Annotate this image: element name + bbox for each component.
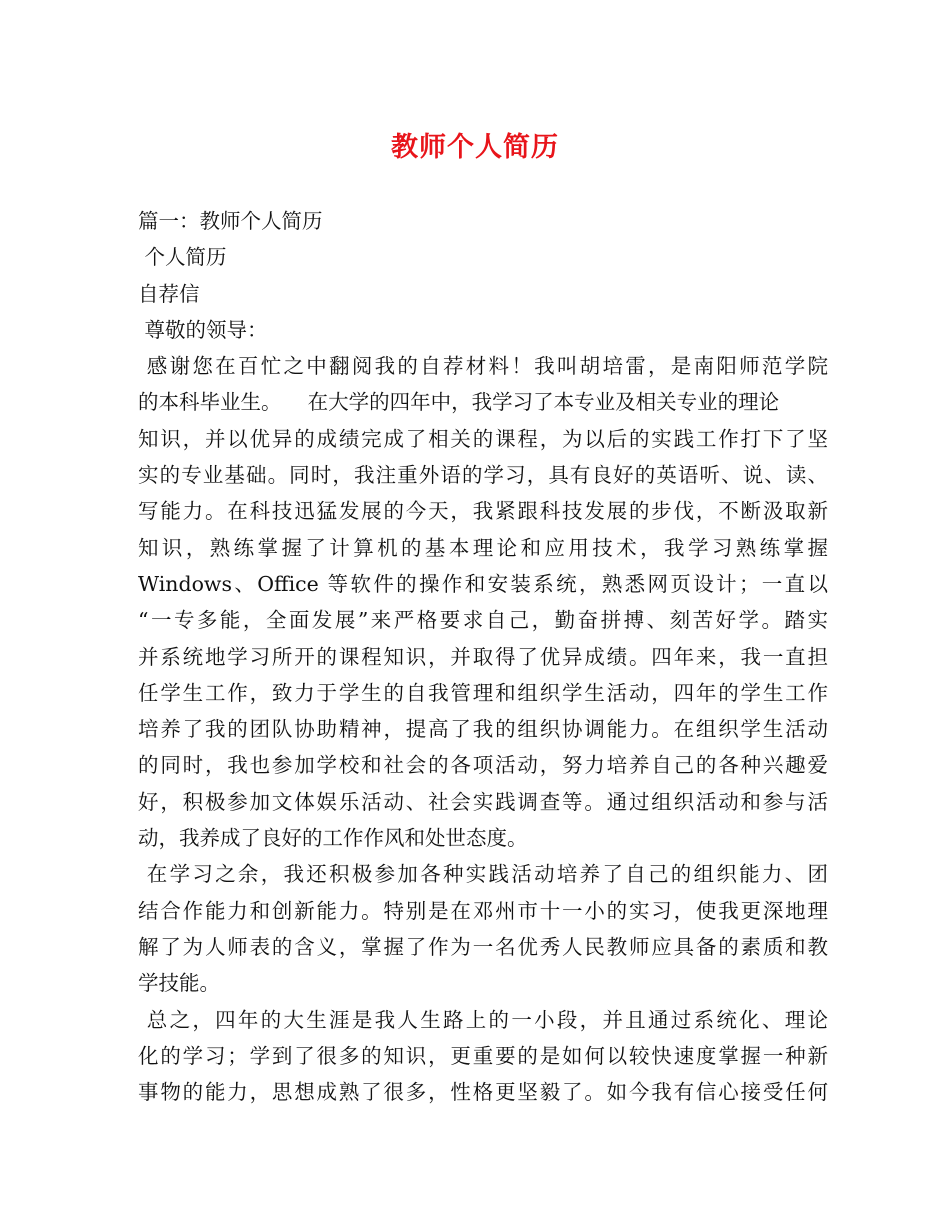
body-line: 培养了我的团队协助精神，提高了我的组织协调能力。在组织学生活动: [138, 717, 828, 742]
body-line: 解了为人师表的含义，掌握了作为一名优秀人民教师应具备的素质和教: [138, 934, 828, 959]
body-line: 尊敬的领导：: [138, 317, 268, 342]
body-line: Windows、Office 等软件的操作和安装系统，熟悉网页设计；一直以: [138, 571, 828, 596]
document-title: 教师个人简历: [391, 132, 559, 163]
body-line: 的本科毕业生。 在大学的四年中，我学习了本专业及相关专业的理论: [138, 390, 780, 415]
body-line: 知识，并以优异的成绩完成了相关的课程，为以后的实践工作打下了坚: [138, 426, 828, 451]
body-line: “一专多能，全面发展”来严格要求自己，勤奋拼搏、刻苦好学。踏实: [138, 608, 828, 633]
body-line: 并系统地学习所开的课程知识，并取得了优异成绩。四年来，我一直担: [138, 644, 828, 669]
body-line: 个人简历: [138, 245, 227, 270]
body-line: 篇一：教师个人简历: [138, 209, 323, 233]
body-line: 实的专业基础。同时，我注重外语的学习，具有良好的英语听、说、读、: [138, 463, 828, 488]
document-body: [138, 203, 828, 1110]
body-line: 结合作能力和创新能力。特别是在邓州市十一小的实习，使我更深地理: [138, 898, 828, 923]
body-line: 自荐信: [138, 281, 200, 306]
body-line: 的同时，我也参加学校和社会的各项活动，努力培养自己的各种兴趣爱: [138, 753, 828, 778]
body-line: 感谢您在百忙之中翻阅我的自荐材料！我叫胡培雷，是南阳师范学院: [138, 354, 828, 379]
body-line: 知识，熟练掌握了计算机的基本理论和应用技术，我学习熟练掌握: [138, 535, 828, 560]
body-line: 任学生工作，致力于学生的自我管理和组织学生活动，四年的学生工作: [138, 680, 828, 705]
body-line: 化的学习；学到了很多的知识，更重要的是如何以较快速度掌握一种新: [138, 1043, 828, 1068]
body-line: 学技能。: [138, 971, 220, 996]
body-line: 好，积极参加文体娱乐活动、社会实践调查等。通过组织活动和参与活: [138, 789, 828, 814]
body-line: 在学习之余，我还积极参加各种实践活动培养了自己的组织能力、团: [138, 862, 828, 887]
body-line: 动，我养成了良好的工作作风和处世态度。: [138, 826, 528, 851]
body-line: 事物的能力，思想成熟了很多，性格更坚毅了。如今我有信心接受任何: [138, 1080, 828, 1105]
body-line: 总之，四年的大生涯是我人生路上的一小段，并且通过系统化、理论: [138, 1007, 828, 1032]
body-line: 写能力。在科技迅猛发展的今天，我紧跟科技发展的步伐，不断汲取新: [138, 499, 828, 524]
